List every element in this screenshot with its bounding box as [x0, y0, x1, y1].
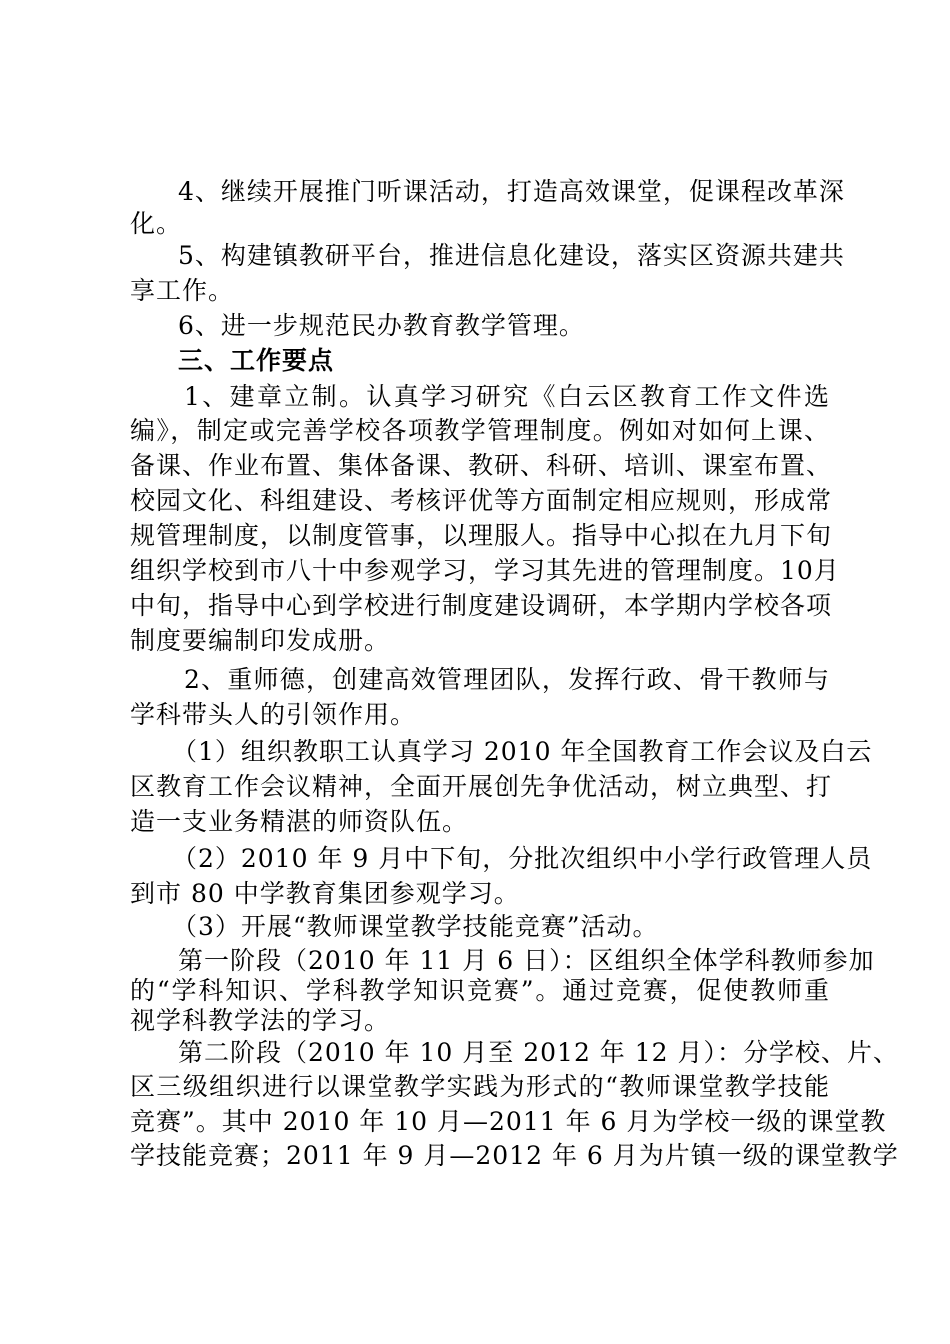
text-line: 第一阶段（2010 年 11 月 6 日）：区组织全体学科教师参加	[178, 946, 875, 975]
text-line: 中旬，指导中心到学校进行制度建设调研，本学期内学校各项	[130, 591, 833, 620]
text-line: 2、重师德，创建高效管理团队，发挥行政、骨干教师与	[184, 665, 830, 694]
text-line: 区三级组织进行以课堂教学实践为形式的“教师课堂教学技能	[130, 1072, 830, 1101]
text-line: 组织学校到市八十中参观学习，学习其先进的管理制度。10月	[130, 556, 840, 585]
text-line: 6、进一步规范民办教育教学管理。	[178, 311, 585, 340]
text-line: 造一支业务精湛的师资队伍。	[130, 807, 469, 836]
text-line: 编》，制定或完善学校各项教学管理制度。例如对如何上课、	[130, 416, 830, 445]
text-line: （2）2010 年 9 月中下旬，分批次组织中小学行政管理人员	[172, 844, 873, 873]
text-line: （1）组织教职工认真学习 2010 年全国教育工作会议及白云	[172, 737, 873, 766]
text-line: 制度要编制印发成册。	[130, 626, 391, 655]
text-line: 校园文化、科组建设、考核评优等方面制定相应规则，形成常	[130, 486, 833, 515]
text-line: 区教育工作会议精神，全面开展创先争优活动，树立典型、打	[130, 772, 833, 801]
text-line: 学技能竞赛；2011 年 9 月—2012 年 6 月为片镇一级的课堂教学	[130, 1141, 899, 1170]
text-line: 学科带头人的引领作用。	[130, 700, 417, 729]
text-line: 视学科教学法的学习。	[130, 1006, 391, 1035]
text-line: 1、建章立制。认真学习研究《白云区教育工作文件选	[184, 382, 830, 411]
text-line: 化。	[130, 209, 183, 238]
text-line: 规管理制度，以制度管事，以理服人。指导中心拟在九月下旬	[130, 521, 833, 550]
section-heading: 三、工作要点	[178, 346, 335, 375]
text-line: 享工作。	[130, 276, 235, 305]
text-line: （3）开展“教师课堂教学技能竞赛”活动。	[172, 912, 659, 941]
text-line: 备课、作业布置、集体备课、教研、科研、培训、课室布置、	[130, 451, 833, 480]
text-line: 竞赛”。其中 2010 年 10 月—2011 年 6 月为学校一级的课堂教	[130, 1107, 887, 1136]
text-line: 的“学科知识、学科教学知识竞赛”。通过竞赛，促使教师重	[130, 976, 830, 1005]
text-line: 4、继续开展推门听课活动，打造高效课堂，促课程改革深	[178, 177, 845, 206]
text-line: 5、构建镇教研平台，推进信息化建设，落实区资源共建共	[178, 241, 845, 270]
text-line: 第二阶段（2010 年 10 月至 2012 年 12 月）：分学校、片、	[178, 1038, 899, 1067]
text-line: 到市 80 中学教育集团参观学习。	[130, 879, 520, 908]
